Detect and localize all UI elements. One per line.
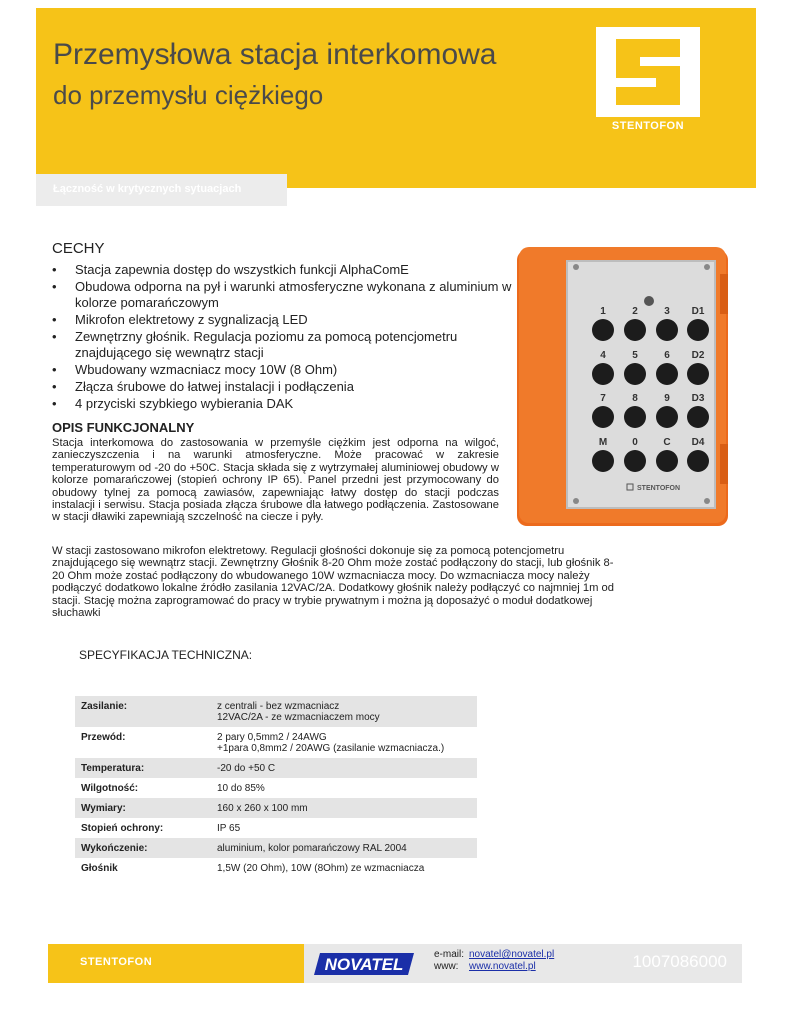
spec-value-line: aluminium, kolor pomarańczowy RAL 2004	[217, 843, 407, 854]
spec-value-line: IP 65	[217, 823, 241, 834]
keypad-label: D1	[691, 306, 705, 317]
spec-value	[217, 863, 477, 874]
keypad-button	[592, 406, 614, 428]
features-title: CECHY	[52, 240, 105, 257]
keypad-label: 3	[664, 306, 670, 317]
contact-info	[434, 949, 554, 973]
spec-value-line: z centrali - bez wzmacniacz	[217, 701, 340, 712]
spec-value-line: 10 do 85%	[217, 783, 265, 794]
spec-row	[75, 838, 477, 858]
page-subtitle: do przemysłu ciężkiego	[53, 80, 324, 110]
spec-label: Wykończenie:	[81, 843, 148, 854]
footer-brand: STENTOFON	[80, 956, 153, 968]
description-title: OPIS FUNKCJONALNY	[52, 420, 195, 435]
novatel-logo-icon	[314, 950, 414, 978]
spec-row	[75, 818, 477, 838]
keypad-button	[592, 450, 614, 472]
feature-item: • Stacja zapewnia dostęp do wszystkich funkcji AlphaComE	[52, 262, 512, 278]
features-list	[52, 262, 512, 413]
spec-value	[217, 843, 477, 854]
spec-table	[75, 696, 477, 878]
feature-item: • Obudowa odporna na pył i warunki atmosferyczne wykonana z aluminium w kolorze pomarańczowym	[52, 279, 512, 311]
keypad-button	[687, 450, 709, 472]
keypad-button	[656, 450, 678, 472]
keypad-label: 6	[664, 350, 670, 361]
keypad-button	[592, 363, 614, 385]
spec-value-line: +1para 0,8mm2 / 20AWG (zasilanie wzmacniacza.)	[217, 743, 445, 754]
www-label: www:	[434, 961, 459, 972]
website-link[interactable]: www.novatel.pl	[469, 961, 536, 972]
keypad-label: D3	[691, 393, 705, 404]
page-title: Przemysłowa stacja interkomowa	[53, 38, 497, 71]
spec-value	[217, 783, 477, 794]
spec-row	[75, 798, 477, 818]
feature-item: • Złącza śrubowe do łatwej instalacji i podłączenia	[52, 379, 512, 395]
feature-item: • Mikrofon elektretowy z sygnalizacją LED	[52, 312, 512, 328]
keypad-button	[624, 450, 646, 472]
spec-label: Zasilanie:	[81, 701, 128, 712]
keypad-label: 1	[600, 306, 606, 317]
tagline: Łączność w krytycznych sytuacjach	[53, 183, 242, 195]
keypad-button	[656, 319, 678, 341]
spec-label: Głośnik	[81, 863, 118, 874]
footer-brand-band	[48, 944, 304, 983]
feature-item: • Zewnętrzny głośnik. Regulacja poziomu za pomocą potencjometru znajdującego się wewnątrz stacji	[52, 329, 512, 361]
keypad-button	[624, 406, 646, 428]
keypad-label: 7	[600, 393, 606, 404]
spec-value	[217, 732, 477, 754]
spec-row	[75, 758, 477, 778]
spec-row	[75, 696, 477, 727]
spec-label: Stopień ochrony:	[81, 823, 164, 834]
keypad-label: 0	[632, 437, 638, 448]
keypad-button	[592, 319, 614, 341]
logo-text: STENTOFON	[611, 120, 685, 132]
keypad-button	[687, 406, 709, 428]
email-label: e-mail:	[434, 949, 465, 960]
keypad-label: 4	[600, 350, 606, 361]
spec-row	[75, 778, 477, 798]
keypad-button	[687, 363, 709, 385]
keypad-label: 5	[632, 350, 638, 361]
spec-value	[217, 823, 477, 834]
keypad-button	[687, 319, 709, 341]
keypad-label: 8	[632, 393, 638, 404]
spec-label: Temperatura:	[81, 763, 145, 774]
product-image	[517, 244, 728, 529]
spec-value-line: 160 x 260 x 100 mm	[217, 803, 308, 814]
keypad-label: 9	[664, 393, 670, 404]
email-link[interactable]: novatel@novatel.pl	[469, 949, 555, 960]
keypad-button	[624, 319, 646, 341]
keypad-label: C	[663, 437, 671, 448]
product-brand-label: STENTOFON	[637, 485, 681, 492]
spec-row	[75, 727, 477, 758]
spec-value-line: 2 pary 0,5mm2 / 24AWG	[217, 732, 327, 743]
footer	[48, 944, 742, 983]
stentofon-logo-icon	[596, 27, 700, 117]
keypad-label: 2	[632, 306, 638, 317]
keypad-button	[656, 406, 678, 428]
keypad-button	[624, 363, 646, 385]
novatel-logo-text: NOVATEL	[324, 955, 404, 974]
document-number: 1007086000	[632, 952, 727, 971]
spec-row	[75, 858, 477, 878]
spec-label: Wilgotność:	[81, 783, 139, 794]
keypad-label: D4	[691, 437, 705, 448]
keypad-button	[656, 363, 678, 385]
spec-value	[217, 763, 477, 774]
spec-label: Wymiary:	[81, 803, 126, 814]
spec-title: SPECYFIKACJA TECHNICZNA:	[79, 648, 253, 662]
description-paragraph-1: Stacja interkomowa do zastosowania w przemyśle ciężkim jest odporna na wilgoć, zanieczyszczenia i na warunki atmosferyczne. Może pracować w zakresie temperaturowym od -20 do +50C. Stacja składa się z wytrzymałej aluminiowej obudowy w kolorze pomarańczowej (stopień ochrony IP 65). Panel przedni jest przymocowany do obudowy tylnej za pomocą zawiasów, zapewniając łatwy dostęp do stacji podczas instalacji i serwisu. Stacja posiada złącza śrubowe dla łatwego podłączenia. Zastosowane w stacji dławiki zapewniają szczelność na ciecze i pyły.	[52, 437, 499, 524]
spec-value	[217, 701, 477, 723]
spec-value-line: 12VAC/2A - ze wzmacniaczem mocy	[217, 712, 380, 723]
keypad-label: M	[598, 437, 608, 448]
spec-label: Przewód:	[81, 732, 126, 743]
spec-value-line: -20 do +50 C	[217, 763, 276, 774]
spec-value	[217, 803, 477, 814]
feature-item: • 4 przyciski szybkiego wybierania DAK	[52, 396, 512, 412]
tagline-bar	[36, 174, 287, 206]
description-paragraph-2: W stacji zastosowano mikrofon elektretowy. Regulacji głośności dokonuje się za pomocą potencjometru znajdującego się wewnątrz stacji. Zewnętrzny Głośnik 8-20 Ohm może zostać podłączony do stacji, lub głośnik 8-20 Ohm może zostać podłączony do wbudowanego 10W wzmacniacza mocy. Do wzmacniacza mocy należy podłączyć dodatkowo lokalne źródło zasilania 12VAC/2A. Dodatkowy głośnik należy podłączyć co najmniej 1m od stacji. Stację można zaprogramować do pracy w trybie prywatnym i można ją doposażyć o moduł dodatkowej słuchawki	[52, 545, 614, 620]
spec-value-line: 1,5W (20 Ohm), 10W (8Ohm) ze wzmacniacza	[217, 863, 425, 874]
feature-item: • Wbudowany wzmacniacz mocy 10W (8 Ohm)	[52, 362, 512, 378]
keypad-label: D2	[691, 350, 705, 361]
